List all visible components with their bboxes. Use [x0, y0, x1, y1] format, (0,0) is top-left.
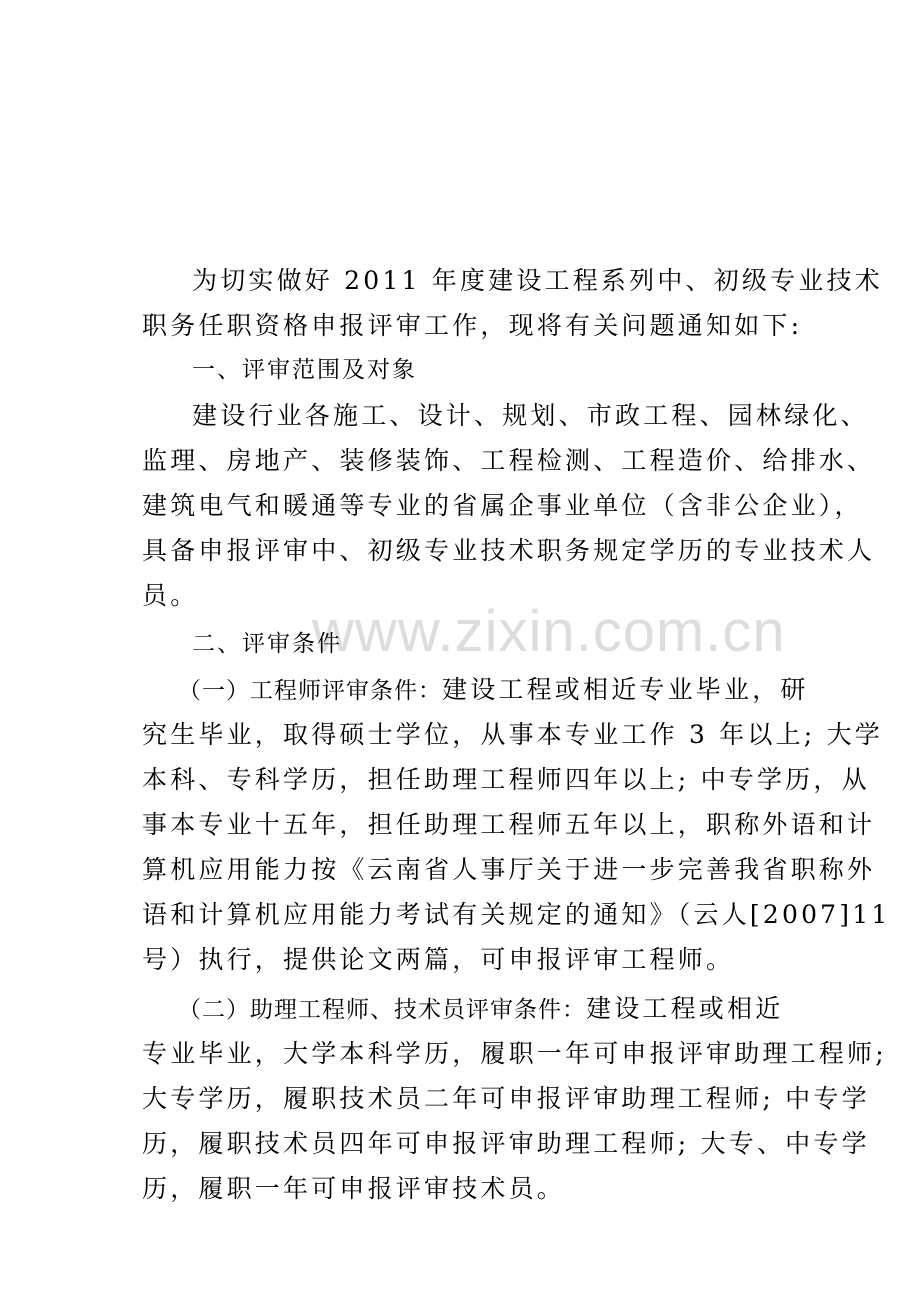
- sub1-first-line: [142, 667, 809, 712]
- sub1-first-rest: 建设工程或相近专业毕业，研: [442, 675, 809, 704]
- sub1-line-3: 本科、专科学历，担任助理工程师四年以上; 中专学历，从: [142, 765, 870, 794]
- watermark: www.zixin.com.cn: [312, 599, 786, 664]
- sub2-line-5: 历，履职一年可申报评审技术员。: [142, 1174, 566, 1203]
- section1-heading: 一、评审范围及对象: [192, 357, 417, 383]
- sub2-first-rest: 建设工程或相近: [586, 994, 784, 1023]
- sub1-line-5: 算机应用能力按《云南省人事厅关于进一步完善我省职称外: [142, 855, 876, 884]
- sub1-line-7: 号）执行，提供论文两篇，可申报评审工程师。: [142, 945, 735, 974]
- sub1-title: （一）工程师评审条件：: [178, 678, 442, 704]
- section1-line-3: 建筑电气和暖通等专业的省属企事业单位（含非公企业），: [142, 491, 863, 520]
- intro-line-1: 为切实做好 2011 年度建设工程系列中、初级专业技术: [192, 266, 883, 295]
- sub1-line-4: 事本专业十五年，担任助理工程师五年以上，职称外语和计: [142, 810, 876, 839]
- sub2-line-4: 历，履职技术员四年可申报评审助理工程师; 大专、中专学: [142, 1129, 870, 1158]
- sub2-line-3: 大专学历，履职技术员二年可申报评审助理工程师; 中专学: [142, 1084, 870, 1113]
- document-body: [142, 258, 891, 1211]
- sub2-title: （二）助理工程师、技术员评审条件：: [178, 997, 586, 1023]
- section1-line-1: 建设行业各施工、设计、规划、市政工程、园林绿化、: [192, 401, 869, 430]
- sub1-line-6: 语和计算机应用能力考试有关规定的通知》（云人[2007]11: [142, 900, 891, 929]
- section1-line-2: 监理、房地产、装修装饰、工程检测、工程造价、给排水、: [142, 446, 876, 475]
- sub2-first-line: [142, 986, 782, 1031]
- section1-line-4: 具备申报评审中、初级专业技术职务规定学历的专业技术人: [142, 536, 876, 565]
- section1-line-5: 员。: [142, 581, 199, 610]
- sub2-line-2: 专业毕业，大学本科学历，履职一年可申报评审助理工程师;: [142, 1039, 887, 1068]
- section2-heading: 二、评审条件: [192, 631, 342, 657]
- sub1-line-2: 究生毕业，取得硕士学位，从事本专业工作 3 年以上; 大学: [142, 720, 883, 749]
- intro-line-2: 职务任职资格申报评审工作，现将有关问题通知如下:: [142, 311, 803, 340]
